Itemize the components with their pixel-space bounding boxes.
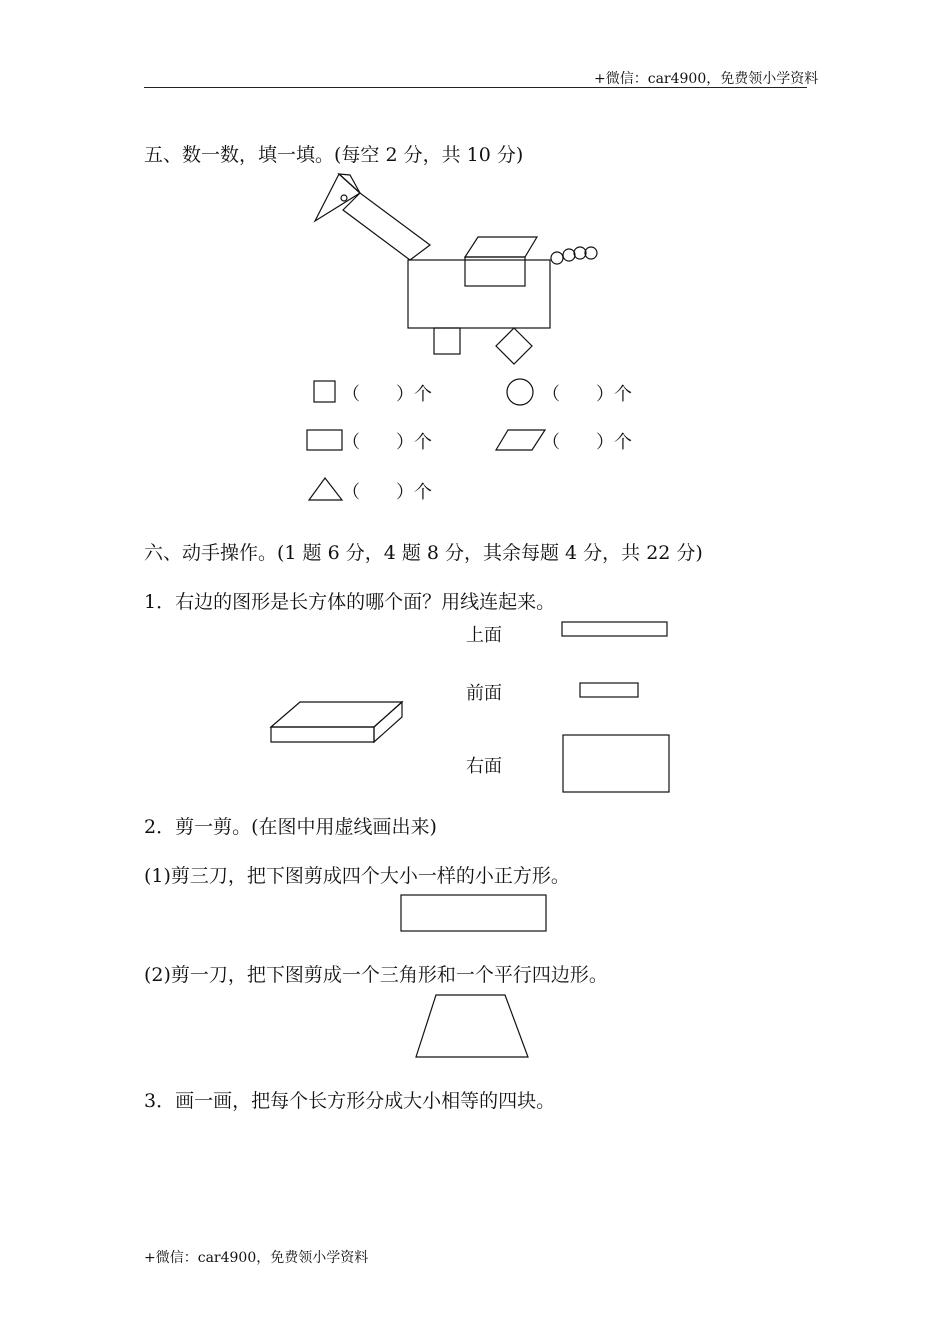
count-triangle-blank: （ ）个 xyxy=(342,482,432,503)
q1-text: 1．右边的图形是长方体的哪个面？用线连起来。 xyxy=(144,591,556,613)
horse-tail-circle xyxy=(563,249,575,261)
horse-saddle-parallelogram xyxy=(465,237,537,257)
horse-saddle-rectangle xyxy=(465,257,525,286)
footer-note: +微信：car4900，免费领小学资料 xyxy=(144,1250,369,1266)
cut-trapezoid xyxy=(416,995,528,1057)
horse-tail-circle xyxy=(551,252,563,264)
horse-eye-circle xyxy=(341,195,347,201)
horse-tail-circle xyxy=(574,247,586,259)
q2-sub1-text: (1)剪三刀，把下图剪成四个大小一样的小正方形。 xyxy=(144,865,570,887)
horse-tail-circle xyxy=(585,247,597,259)
cuboid-front-face xyxy=(271,727,374,742)
header-note: +微信：car4900，免费领小学资料 xyxy=(594,71,819,87)
face-label-right: 右面 xyxy=(466,756,502,777)
q2-sub2-text: (2)剪一刀，把下图剪成一个三角形和一个平行四边形。 xyxy=(144,964,608,986)
section6-title: 六、动手操作。(1 题 6 分，4 题 8 分，其余每题 4 分，共 22 分) xyxy=(144,542,703,564)
legend-circle-icon xyxy=(507,379,533,405)
section5-title: 五、数一数，填一填。(每空 2 分，共 10 分) xyxy=(144,144,524,166)
count-circle-blank: （ ）个 xyxy=(542,384,632,405)
horse-body-rectangle xyxy=(408,260,550,328)
count-square-blank: （ ）个 xyxy=(342,384,432,405)
cut-rectangle xyxy=(401,895,546,931)
q3-text: 3．画一画，把每个长方形分成大小相等的四块。 xyxy=(144,1090,556,1112)
face-label-top: 上面 xyxy=(466,625,502,646)
cuboid-top-face xyxy=(271,702,402,727)
legend-parallelogram-icon xyxy=(496,430,545,450)
legend-triangle-icon xyxy=(309,478,342,500)
face-label-front: 前面 xyxy=(466,683,502,704)
q2-text: 2．剪一剪。(在图中用虚线画出来) xyxy=(144,816,437,838)
horse-leg-square xyxy=(434,328,460,354)
horse-neck-parallelogram xyxy=(343,193,430,260)
face-option-large-rectangle xyxy=(563,735,669,792)
legend-square-icon xyxy=(314,381,335,402)
face-option-small-rectangle xyxy=(580,683,638,697)
count-rectangle-blank: （ ）个 xyxy=(342,432,432,453)
horse-leg-diamond xyxy=(496,328,532,364)
count-parallelogram-blank: （ ）个 xyxy=(542,432,632,453)
legend-rectangle-icon xyxy=(307,430,342,450)
cuboid-right-face xyxy=(374,702,402,742)
face-option-wide-rectangle xyxy=(562,622,667,636)
horse-ear-triangle xyxy=(339,174,360,193)
